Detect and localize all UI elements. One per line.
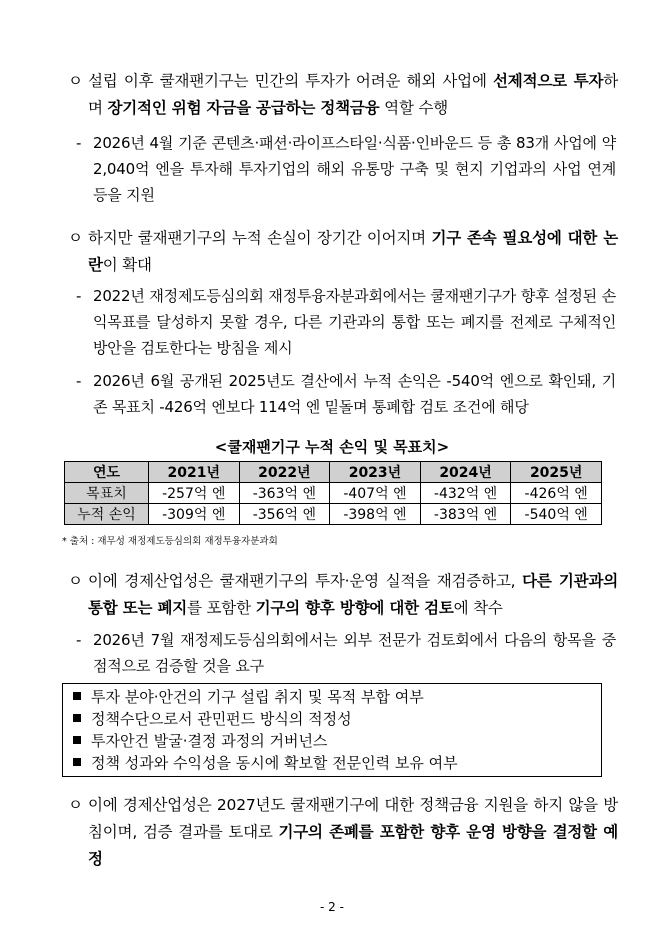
dash-text: 2026년 4월 기준 콘텐츠·패션·라이프스타일·식품·인바운드 등 총 83개 사업에 약 2,040억 엔을 투자해 투자기업의 해외 유통망 구축 및 현지 기업과의 사업 연계 등을 지원 <box>93 134 616 204</box>
square-bullet-icon <box>73 692 81 700</box>
row-header-cumulative: 누적 손익 <box>65 504 149 525</box>
section-3 <box>68 568 618 622</box>
table-cell: -363억 엔 <box>239 483 330 504</box>
table-cell: -398억 엔 <box>330 504 421 525</box>
list-item-text: 정책수단으로서 관민펀드 방식의 적정성 <box>91 710 352 728</box>
table-source: * 출처 : 재무성 재정제도등심의회 재정투융자분과회 <box>62 536 278 547</box>
table-cell: -540억 엔 <box>511 504 602 525</box>
table-header-row <box>65 462 602 483</box>
dash-text: 2022년 재정제도등심의회 재정투융자분과회에서는 쿨재팬기구가 향후 설정된 손익목표를 달성하지 못할 경우, 다른 기관과의 통합 또는 폐지를 전제로 구체적인 방안을 검토한다는 방침을 제시 <box>93 287 616 357</box>
list-item-text: 투자 분야·안건의 기구 설립 취지 및 목적 부합 여부 <box>91 688 424 706</box>
circle-bullet: ㅇ <box>68 796 83 814</box>
table-cell: -407억 엔 <box>330 483 421 504</box>
section-1 <box>68 68 618 122</box>
square-bullet-icon <box>73 736 81 744</box>
dash-text: 2026년 6월 공개된 2025년도 결산에서 누적 손익은 -540억 엔으로 확인돼, 기존 목표치 -426억 엔보다 114억 엔 밑돌며 통폐합 검토 조건에 해당 <box>93 372 616 416</box>
section-2-dash-1 <box>76 283 616 361</box>
dash-marker: - <box>76 372 82 390</box>
table-header-cell: 연도 <box>65 462 149 483</box>
list-item-text: 투자안건 발굴·결정 과정의 거버넌스 <box>91 732 328 750</box>
review-items-box <box>62 683 602 777</box>
table-header-cell: 2021년 <box>148 462 239 483</box>
emphasized-text: 다른 기관과의 통합 또는 폐지 <box>88 572 618 617</box>
dash-marker: - <box>76 134 82 152</box>
table-caption: <쿨재팬기구 누적 손익 및 목표치> <box>214 438 450 456</box>
table-header-cell: 2022년 <box>239 462 330 483</box>
list-item <box>73 752 458 774</box>
section-1-text <box>88 68 618 122</box>
dash-marker: - <box>76 287 82 305</box>
section-2-text <box>88 225 618 279</box>
table-row <box>65 504 602 525</box>
row-header-target: 목표치 <box>65 483 149 504</box>
page-number: - 2 - <box>320 900 344 914</box>
table-cell: -383억 엔 <box>420 504 511 525</box>
dash-text: 2026년 7월 재정제도등심의회에서는 외부 전문가 검토회에서 다음의 항목을 중점적으로 검증할 것을 요구 <box>93 631 616 675</box>
emphasized-text: 기구 존속 필요성에 대한 논란 <box>88 229 618 274</box>
table-header-cell: 2024년 <box>420 462 511 483</box>
list-item <box>73 686 424 708</box>
section-4-text <box>88 792 618 873</box>
circle-bullet: ㅇ <box>68 572 83 590</box>
table-header-cell: 2025년 <box>511 462 602 483</box>
table-row <box>65 483 602 504</box>
text-run: 에 착수 <box>453 599 503 617</box>
text-run: 하지만 쿨재팬기구의 누적 손실이 장기간 이어지며 <box>88 229 432 247</box>
emphasized-text: 기구의 존폐를 포함한 향후 운영 방향을 결정할 예정 <box>88 823 618 868</box>
table-header-cell: 2023년 <box>330 462 421 483</box>
emphasized-text: 기구의 향후 방향에 대한 검토 <box>255 599 454 617</box>
circle-bullet: ㅇ <box>68 229 83 247</box>
text-run: 이 확대 <box>102 256 152 274</box>
emphasized-text: 선제적으로 투자 <box>493 72 604 90</box>
emphasized-text: 장기적인 위험 자금을 공급하는 정책금융 <box>107 99 380 117</box>
text-run: 를 포함한 <box>187 599 256 617</box>
section-3-text <box>88 568 618 622</box>
text-run: 이에 경제산업성은 쿨재팬기구의 투자·운영 실적을 재검증하고, <box>88 572 523 590</box>
section-1-dash-1 <box>76 130 616 208</box>
table-cell: -356억 엔 <box>239 504 330 525</box>
loss-target-table <box>64 461 602 525</box>
square-bullet-icon <box>73 714 81 722</box>
square-bullet-icon <box>73 758 81 766</box>
table-cell: -432억 엔 <box>420 483 511 504</box>
list-item <box>73 730 327 752</box>
dash-marker: - <box>76 631 82 649</box>
table-cell: -309억 엔 <box>148 504 239 525</box>
section-3-dash-1 <box>76 627 616 679</box>
text-run: 역할 수행 <box>379 99 448 117</box>
text-run: 설립 이후 쿨재팬기구는 민간의 투자가 어려운 해외 사업에 <box>88 72 494 90</box>
circle-bullet: ㅇ <box>68 72 83 90</box>
table-cell: -426억 엔 <box>511 483 602 504</box>
section-4 <box>68 792 618 873</box>
text-run: 이에 경제산업성은 2027년도 쿨재팬기구에 대한 정책금융 지원을 하지 않을 방침이며, 검증 결과를 토대로 <box>88 796 618 841</box>
text-run: 하며 <box>88 72 619 117</box>
table-cell: -257억 엔 <box>148 483 239 504</box>
section-2 <box>68 225 618 279</box>
list-item <box>73 708 352 730</box>
list-item-text: 정책 성과와 수익성을 동시에 확보할 전문인력 보유 여부 <box>91 754 458 772</box>
section-2-dash-2 <box>76 368 616 420</box>
